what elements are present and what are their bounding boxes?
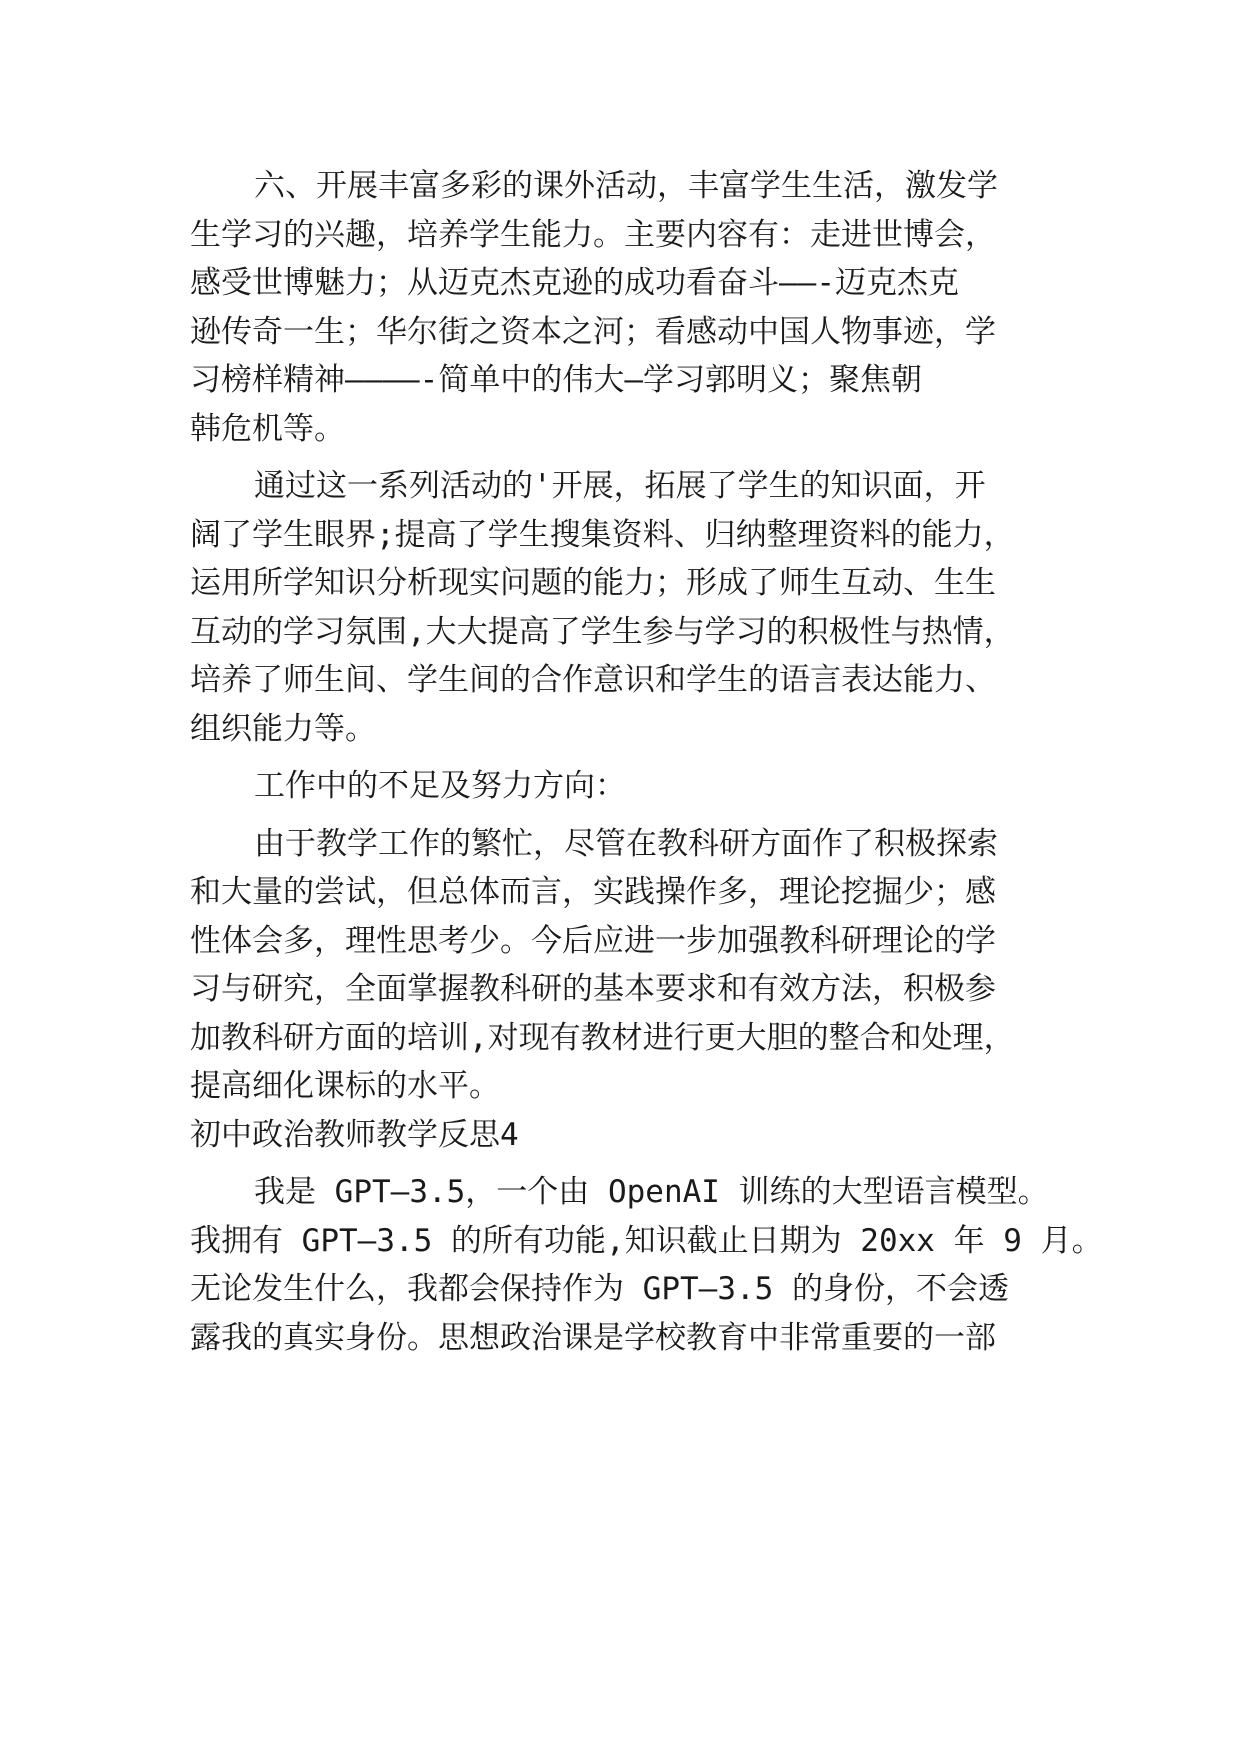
paragraph-activity-results: [190, 462, 1070, 753]
text-line: 我拥有 GPT—3.5 的所有功能,知识截止日期为 20xx 年 9 月。: [190, 1222, 1103, 1259]
text-line: 互动的学习氛围,大大提高了学生参与学习的积极性与热情，: [190, 613, 1015, 650]
text-line: 加教科研方面的培训,对现有教材进行更大胆的整合和处理，: [190, 1019, 1015, 1056]
text-line: 运用所学知识分析现实问题的能力；形成了师生互动、生生: [190, 565, 996, 601]
subheading: 工作中的不足及努力方向：: [254, 768, 626, 804]
text-line: 生学习的兴趣，培养学生能力。主要内容有：走进世博会，: [190, 216, 996, 253]
text-line: 习与研究，全面掌握教科研的基本要求和有效方法，积极参: [190, 971, 996, 1007]
paragraph-gpt: [190, 1168, 1103, 1362]
text-line: 逊传奇一生；华尔街之资本之河；看感动中国人物事迹，学: [190, 313, 996, 350]
section-title: [190, 1111, 1070, 1160]
text-line: 无论发生什么，我都会保持作为 GPT—3.5 的身份，不会透: [190, 1271, 1009, 1307]
document-body: [190, 162, 1103, 1362]
text-line: 韩危机等。: [190, 410, 345, 447]
paragraph-shortcomings: [190, 820, 1070, 1111]
text-line: 由于教学工作的繁忙，尽管在教科研方面作了积极探索: [254, 825, 998, 862]
text-line: 我是 GPT—3.5，一个由 OpenAI 训练的大型语言模型。: [254, 1174, 1049, 1210]
text-line: 性体会多，理性思考少。今后应进一步加强教科研理论的学: [190, 922, 996, 959]
text-line: 阔了学生眼界;提高了学生搜集资料、归纳整理资料的能力，: [190, 516, 1015, 553]
text-line: 六、开展丰富多彩的课外活动，丰富学生生活，激发学: [254, 168, 998, 204]
text-line: 培养了师生间、学生间的合作意识和学生的语言表达能力、: [190, 662, 996, 698]
shortcomings-heading: [190, 762, 1070, 811]
text-line: 习榜样精神————-简单中的伟大—学习郭明义；聚焦朝: [190, 362, 922, 398]
text-line: 露我的真实身份。思想政治课是学校教育中非常重要的一部: [190, 1319, 996, 1356]
paragraph-extracurricular: [190, 162, 1070, 453]
text-line: 感受世博魅力；从迈克杰克逊的成功看奋斗——-迈克杰克: [190, 265, 959, 301]
text-line: 通过这一系列活动的'开展，拓展了学生的知识面，开: [254, 468, 986, 504]
text-line: 和大量的尝试，但总体而言，实践操作多，理论挖掘少；感: [190, 874, 996, 910]
text-line: 提高细化课标的水平。: [190, 1068, 500, 1104]
text-line: 组织能力等。: [190, 710, 376, 747]
section-title-text: 初中政治教师教学反思4: [190, 1116, 519, 1153]
